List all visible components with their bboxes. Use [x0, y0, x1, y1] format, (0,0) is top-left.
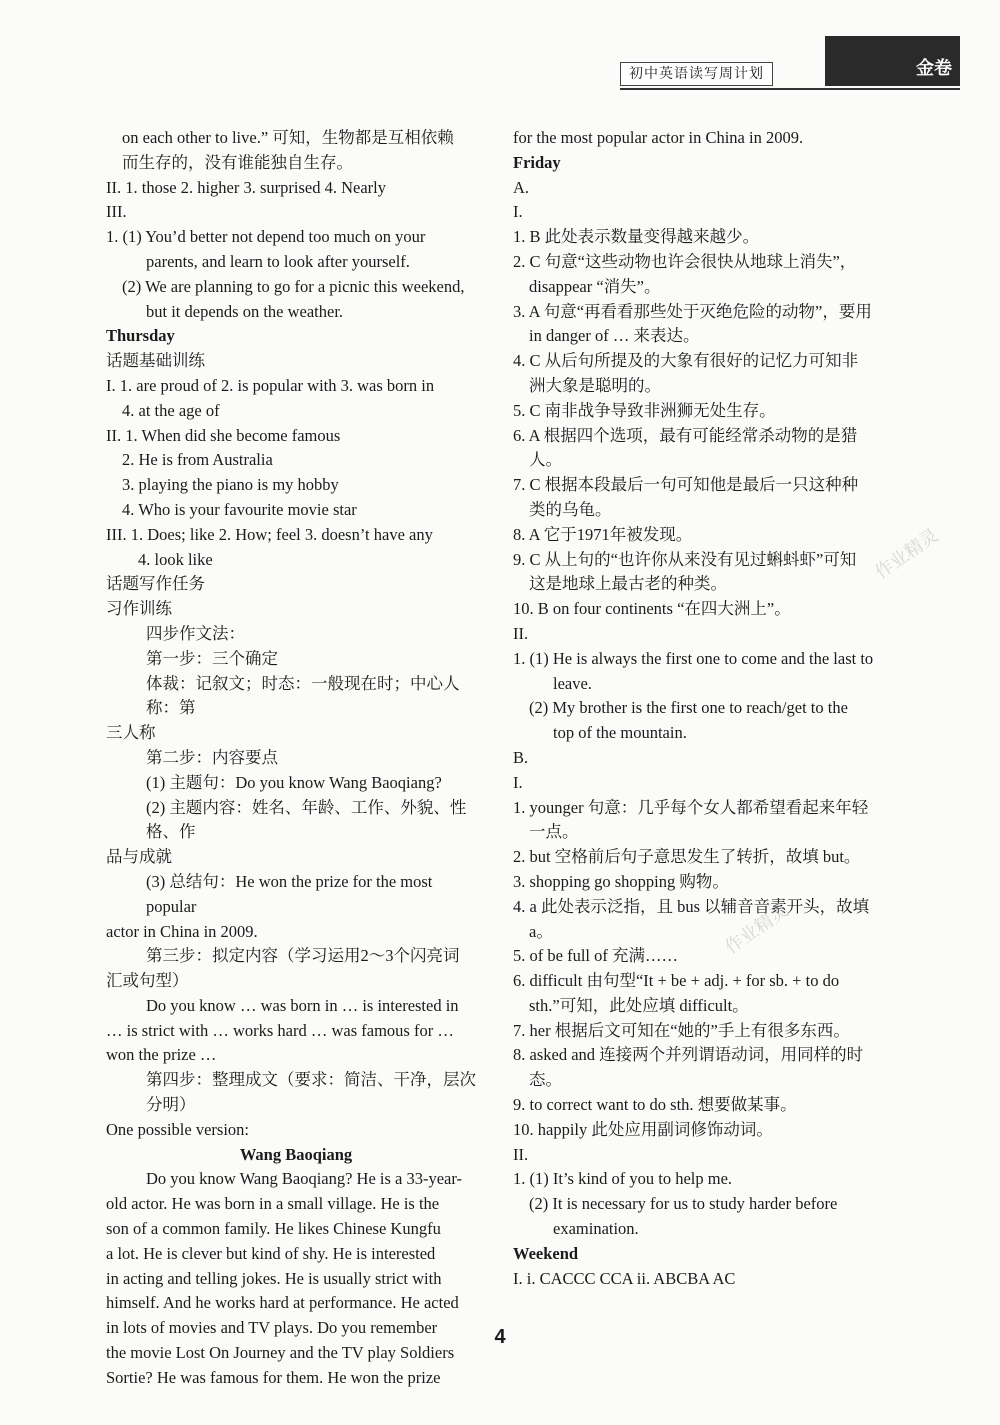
- text-line: 这是地球上最古老的种类。: [529, 574, 727, 594]
- text-line: 1. younger 句意：几乎每个女人都希望看起来年轻: [513, 797, 869, 817]
- text-line: 第四步：整理成文（要求：简洁、干净，层次分明）: [146, 1070, 476, 1115]
- watermark: 作业精灵: [871, 524, 943, 584]
- left-column: [106, 126, 486, 1391]
- text-line: (2) We are planning to go for a picnic this weekend,: [122, 276, 465, 296]
- text-line: 四步作文法：: [146, 623, 245, 643]
- text-line: A.: [513, 177, 530, 197]
- text-line: for the most popular actor in China in 2009.: [513, 128, 804, 147]
- text-line: 第一步：三个确定: [146, 648, 278, 668]
- text-line: Weekend: [513, 1243, 579, 1263]
- text-line: 三人称: [106, 723, 156, 743]
- text-line: 习作训练: [106, 599, 172, 619]
- text-line: B.: [513, 747, 529, 767]
- text-line: 汇或句型）: [106, 971, 189, 991]
- text-line: 2. He is from Australia: [122, 450, 273, 470]
- text-line: 9. to correct want to do sth. 想要做某事。: [513, 1095, 797, 1115]
- text-line: top of the mountain.: [553, 723, 687, 743]
- text-line: leave.: [553, 673, 592, 693]
- text-line: 6. difficult 由句型“It + be + adj. + for sb. + to do: [513, 971, 840, 991]
- text-line: 话题基础训练: [106, 351, 205, 371]
- series-label: 初中英语读写周计划: [620, 62, 773, 86]
- text-line: 而生存的，没有谁能独自生存。: [122, 152, 353, 172]
- text-line: 一点。: [529, 822, 579, 842]
- text-line: II. 1. When did she become famous: [106, 425, 341, 445]
- text-line: son of a common family. He likes Chinese Kungfu: [106, 1219, 441, 1239]
- text-line: III. 1. Does; like 2. How; feel 3. doesn’t have any: [106, 524, 433, 544]
- text-line: (2) It is necessary for us to study harder before: [529, 1194, 838, 1214]
- text-line: 1. (1) He is always the first one to come and the last to: [513, 648, 874, 668]
- text-line: 体裁：记叙文；时态：一般现在时；中心人称：第: [146, 673, 460, 718]
- text-line: 6. A 根据四个选项，最有可能经常杀动物的是猎: [513, 425, 858, 445]
- text-line: (1) 主题句：Do you know Wang Baoqiang?: [146, 772, 442, 792]
- text-line: Do you know Wang Baoqiang? He is a 33-year-: [146, 1169, 463, 1189]
- text-line: examination.: [553, 1219, 639, 1239]
- text-line: 1. B 此处表示数量变得越来越少。: [513, 227, 760, 247]
- right-column: [513, 126, 891, 1291]
- text-line: 10. happily 此处应用副词修饰动词。: [513, 1119, 773, 1139]
- text-line: II.: [513, 623, 529, 643]
- text-line: himself. And he works hard at performance. He acted: [106, 1293, 459, 1313]
- text-line: a lot. He is clever but kind of shy. He is interested: [106, 1243, 436, 1263]
- text-line: I.: [513, 772, 523, 792]
- text-line: II.: [513, 1144, 529, 1164]
- text-line: I.: [513, 202, 523, 222]
- text-line: 第二步：内容要点: [146, 747, 278, 767]
- text-line: 话题写作任务: [106, 574, 205, 594]
- text-line: One possible version:: [106, 1119, 249, 1139]
- text-line: (2) 主题内容：姓名、年龄、工作、外貌、性格、作: [146, 797, 467, 842]
- text-line: 10. B on four continents “在四大洲上”。: [513, 599, 791, 619]
- text-line: won the prize …: [106, 1045, 217, 1065]
- text-line: (2) My brother is the first one to reach/get to the: [529, 698, 848, 718]
- text-line: 7. C 根据本段最后一句可知他是最后一只这种种: [513, 475, 859, 495]
- text-line: Wang Baoqiang: [239, 1144, 353, 1164]
- text-line: Thursday: [106, 326, 175, 346]
- text-line: actor in China in 2009.: [106, 921, 258, 941]
- text-line: 4. look like: [138, 549, 213, 569]
- text-line: sth.”可知，此处应填 difficult。: [529, 995, 749, 1015]
- text-line: 5. of be full of 充满……: [513, 946, 678, 966]
- text-line: 2. but 空格前后句子意思发生了转折，故填 but。: [513, 847, 861, 867]
- text-line: Friday: [513, 152, 561, 172]
- text-line: old actor. He was born in a small village. He is the: [106, 1194, 440, 1214]
- text-line: 4. at the age of: [122, 400, 220, 420]
- text-line: 1. (1) It’s kind of you to help me.: [513, 1169, 733, 1189]
- text-line: 8. A 它于1971年被发现。: [513, 524, 693, 544]
- text-line: disappear “消失”。: [529, 276, 661, 296]
- text-line: but it depends on the weather.: [146, 301, 344, 321]
- text-line: in lots of movies and TV plays. Do you remember: [106, 1318, 438, 1338]
- text-line: I. i. CACCC CCA ii. ABCBA AC: [513, 1268, 736, 1288]
- text-line: (3) 总结句：He won the prize for the most popular: [146, 871, 437, 916]
- text-line: Sortie? He was famous for them. He won the prize: [106, 1367, 441, 1387]
- text-line: 9. C 从上句的“也许你从来没有见过蝌蚪虾”可知: [513, 549, 857, 569]
- text-line: 1. (1) You’d better not depend too much on your: [106, 227, 426, 247]
- text-line: 3. A 句意“再看看那些处于灭绝危险的动物”，要用: [513, 301, 872, 321]
- brand-text: 金卷: [916, 58, 952, 79]
- text-line: 4. a 此处表示泛指，且 bus 以辅音音素开头，故填: [513, 896, 870, 916]
- text-line: 3. playing the piano is my hobby: [122, 475, 339, 495]
- text-line: 态。: [529, 1070, 562, 1090]
- brand-logo: [825, 36, 960, 86]
- text-line: … is strict with … works hard … was famous for …: [106, 1020, 454, 1040]
- text-line: 品与成就: [106, 847, 172, 867]
- text-line: 类的乌龟。: [529, 499, 612, 519]
- text-line: on each other to live.” 可知，生物都是互相依赖: [122, 128, 454, 147]
- text-line: in danger of … 来表达。: [529, 326, 700, 346]
- text-line: Do you know … was born in … is interested in: [146, 995, 459, 1015]
- text-line: III.: [106, 202, 127, 222]
- text-line: 4. C 从后句所提及的大象有很好的记忆力可知非: [513, 351, 859, 371]
- text-line: in acting and telling jokes. He is usually strict with: [106, 1268, 442, 1288]
- page-number: 4: [494, 1326, 506, 1348]
- text-line: 3. shopping go shopping 购物。: [513, 871, 729, 891]
- text-line: 洲大象是聪明的。: [529, 375, 661, 395]
- text-line: 4. Who is your favourite movie star: [122, 499, 357, 519]
- text-line: 5. C 南非战争导致非洲狮无处生存。: [513, 400, 776, 420]
- text-line: 2. C 句意“这些动物也许会很快从地球上消失”，: [513, 251, 857, 271]
- text-line: 人。: [529, 450, 562, 470]
- text-line: 8. asked and 连接两个并列谓语动词，用同样的时: [513, 1045, 864, 1065]
- text-line: I. 1. are proud of 2. is popular with 3. was born in: [106, 375, 435, 395]
- text-line: 7. her 根据后文可知在“她的”手上有很多东西。: [513, 1020, 850, 1040]
- page-header: [620, 36, 960, 86]
- text-line: the movie Lost On Journey and the TV play Soldiers: [106, 1343, 455, 1363]
- text-line: parents, and learn to look after yourself.: [146, 251, 410, 271]
- header-rule: [620, 88, 960, 90]
- watermark: 作业精灵: [721, 899, 793, 959]
- text-line: II. 1. those 2. higher 3. surprised 4. Nearly: [106, 177, 386, 197]
- text-line: 第三步：拟定内容（学习运用2～3个闪亮词: [146, 946, 460, 966]
- text-line: a。: [529, 921, 553, 941]
